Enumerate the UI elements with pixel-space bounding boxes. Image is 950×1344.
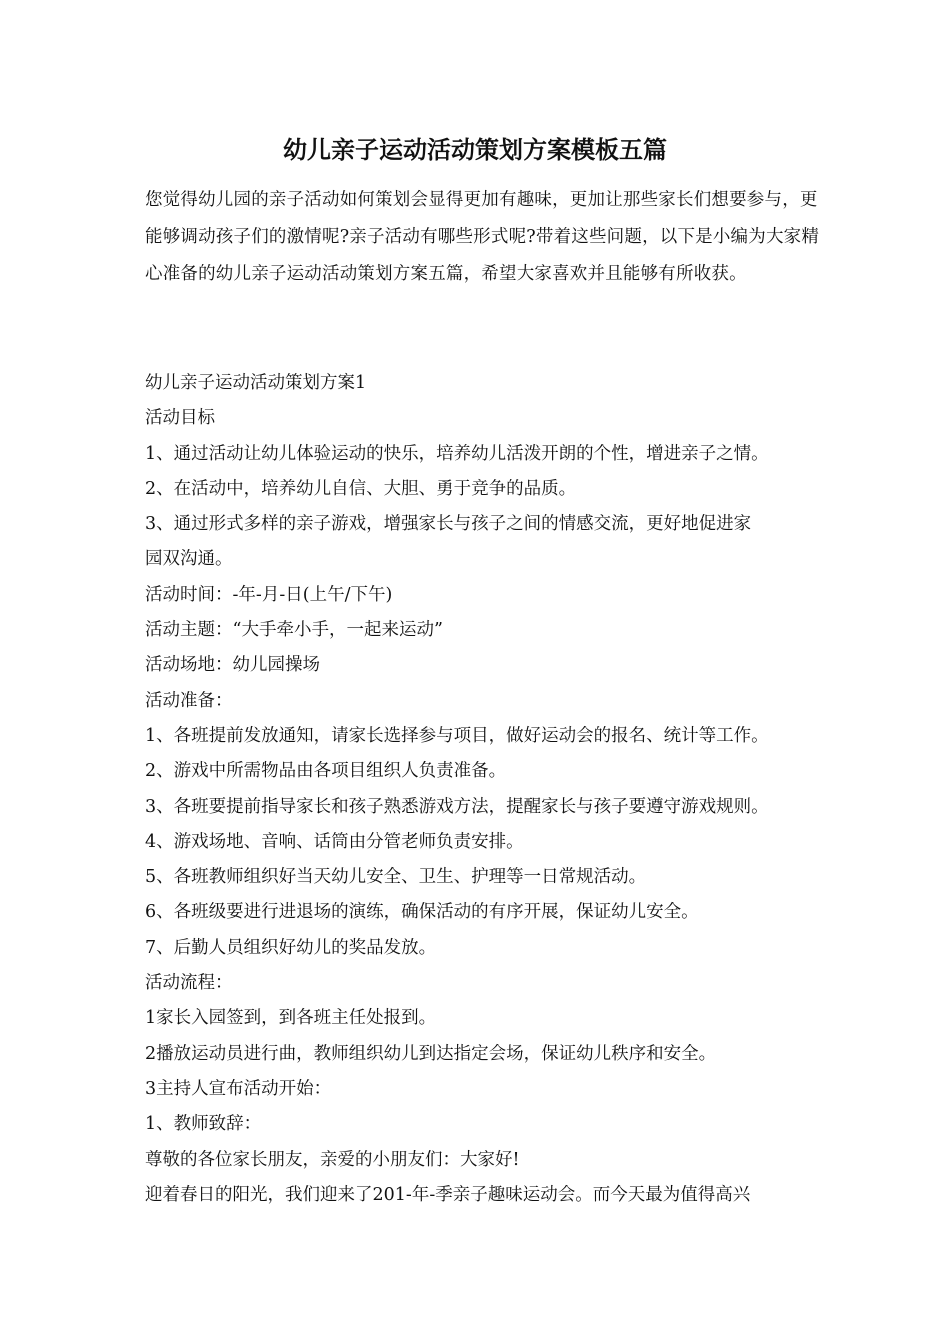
text-line: 3主持人宣布活动开始： <box>145 1078 332 1099</box>
text-line: 2、在活动中，培养幼儿自信、大胆、勇于竞争的品质。 <box>145 478 577 499</box>
text-line: 迎着春日的阳光，我们迎来了201-年-季亲子趣味运动会。而今天最为值得高兴 <box>145 1184 751 1205</box>
document-title: 幼儿亲子运动活动策划方案模板五篇 <box>283 135 667 164</box>
text-line: 7、后勤人员组织好幼儿的奖品发放。 <box>145 937 437 958</box>
text-line: 活动流程： <box>145 973 233 994</box>
text-line: 2、游戏中所需物品由各项目组织人负责准备。 <box>145 761 507 782</box>
text-line: 6、各班级要进行进退场的演练，确保活动的有序开展，保证幼儿安全。 <box>145 902 699 923</box>
text-line: 1家长入园签到，到各班主任处报到。 <box>145 1008 437 1029</box>
section-heading: 幼儿亲子运动活动策划方案1 <box>145 373 367 393</box>
text-line: 尊敬的各位家长朋友，亲爱的小朋友们：大家好! <box>145 1149 520 1170</box>
document-body <box>145 366 825 1213</box>
text-line: 1、各班提前发放通知，请家长选择参与项目，做好运动会的报名、统计等工作。 <box>145 725 769 746</box>
text-line: 1、通过活动让幼儿体验运动的快乐，培养幼儿活泼开朗的个性，增进亲子之情。 <box>145 443 769 464</box>
text-line: 活动目标 <box>145 408 215 429</box>
text-line: 3、各班要提前指导家长和孩子熟悉游戏方法，提醒家长与孩子要遵守游戏规则。 <box>145 796 769 817</box>
text-line: 3、通过形式多样的亲子游戏，增强家长与孩子之间的情感交流，更好地促进家 <box>145 514 752 535</box>
text-line: 活动时间：-年-月-日(上午/下午) <box>145 584 393 605</box>
text-line: 活动准备： <box>145 690 233 711</box>
text-line: 园双沟通。 <box>145 549 233 570</box>
intro-paragraph: 您觉得幼儿园的亲子活动如何策划会显得更加有趣味，更加让那些家长们想要参与，更能够调动孩子们的激情呢?亲子活动有哪些形式呢?带着这些问题，以下是小编为大家精心准备的幼儿亲子运动活动策划方案五篇，希望大家喜欢并且能够有所收获。 <box>145 190 820 284</box>
text-line: 5、各班教师组织好当天幼儿安全、卫生、护理等一日常规活动。 <box>145 867 647 888</box>
text-line: 4、游戏场地、音响、话筒由分管老师负责安排。 <box>145 831 524 852</box>
text-line: 活动场地：幼儿园操场 <box>145 655 320 676</box>
text-line: 1、教师致辞： <box>145 1114 262 1135</box>
text-line: 活动主题：“大手牵小手，一起来运动” <box>145 620 443 641</box>
text-line: 2播放运动员进行曲，教师组织幼儿到达指定会场，保证幼儿秩序和安全。 <box>145 1043 717 1064</box>
